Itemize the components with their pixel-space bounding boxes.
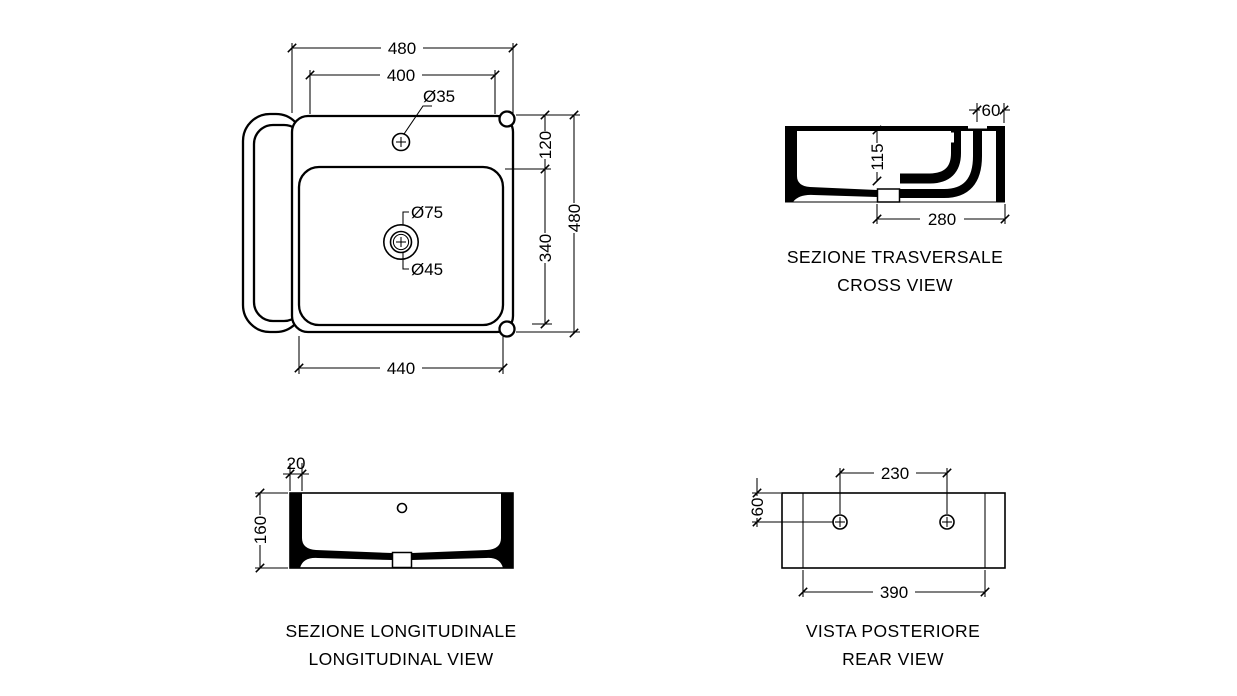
dim-faucet-hole: Ø35: [423, 87, 456, 106]
dim-basin-depth: 115: [868, 143, 887, 171]
dim-basin-width: 440: [386, 359, 416, 378]
cross-view-title-en: CROSS VIEW: [837, 275, 953, 295]
rear-view: [748, 464, 1005, 669]
longitudinal-body: [290, 493, 513, 568]
longitudinal-drain: [393, 553, 412, 568]
dim-drain-outer: Ø75: [411, 203, 444, 222]
dim-rim-top-offset: 120: [536, 130, 555, 160]
dim-overflow-offset: 60: [981, 101, 1001, 120]
dim-basin-length: 340: [536, 233, 555, 263]
cross-section-body: [785, 124, 1005, 202]
dim-overall-depth: 480: [565, 203, 584, 233]
cross-section-view: [785, 101, 1010, 295]
dim-overall-width: 480: [387, 39, 417, 58]
cross-dimensions: [868, 101, 1010, 229]
rear-dimensions: [748, 464, 989, 602]
longitudinal-section-view: [251, 454, 517, 669]
dim-wall-thickness: 20: [286, 454, 306, 473]
cross-view-title-it: SEZIONE TRASVERSALE: [786, 247, 1004, 267]
longitudinal-right-wall: [412, 493, 513, 568]
drain-outlet: [878, 189, 900, 202]
longitudinal-faucet-hole: [398, 504, 407, 513]
dim-hole-top-offset: 60: [748, 497, 767, 517]
section-right-wall: [996, 126, 1005, 202]
dim-drain-hole: Ø45: [411, 260, 444, 279]
dim-mounting-width: 390: [879, 583, 909, 602]
corner-lug-bottom: [500, 322, 515, 337]
dim-hole-spacing: 230: [880, 464, 910, 483]
longitudinal-view-title-en: LONGITUDINAL VIEW: [308, 649, 494, 669]
mounting-hole-left: [833, 515, 847, 529]
rear-view-title-it: VISTA POSTERIORE: [805, 621, 981, 641]
rear-outline: [782, 493, 1005, 568]
overflow-channel-inner: [900, 131, 956, 179]
rear-view-title-en: REAR VIEW: [842, 649, 944, 669]
longitudinal-left-wall: [290, 493, 392, 568]
mounting-hole-right: [940, 515, 954, 529]
rear-body: [782, 493, 1005, 568]
plan-view: [243, 39, 584, 378]
dim-inner-width: 400: [386, 66, 416, 85]
overflow-channel-outer: [899, 131, 978, 194]
section-left-wall: [785, 126, 877, 202]
longitudinal-view-title-it: SEZIONE LONGITUDINALE: [285, 621, 517, 641]
dim-drain-to-edge: 280: [927, 210, 957, 229]
dim-overall-height: 160: [251, 515, 270, 545]
corner-lug-top: [500, 112, 515, 127]
